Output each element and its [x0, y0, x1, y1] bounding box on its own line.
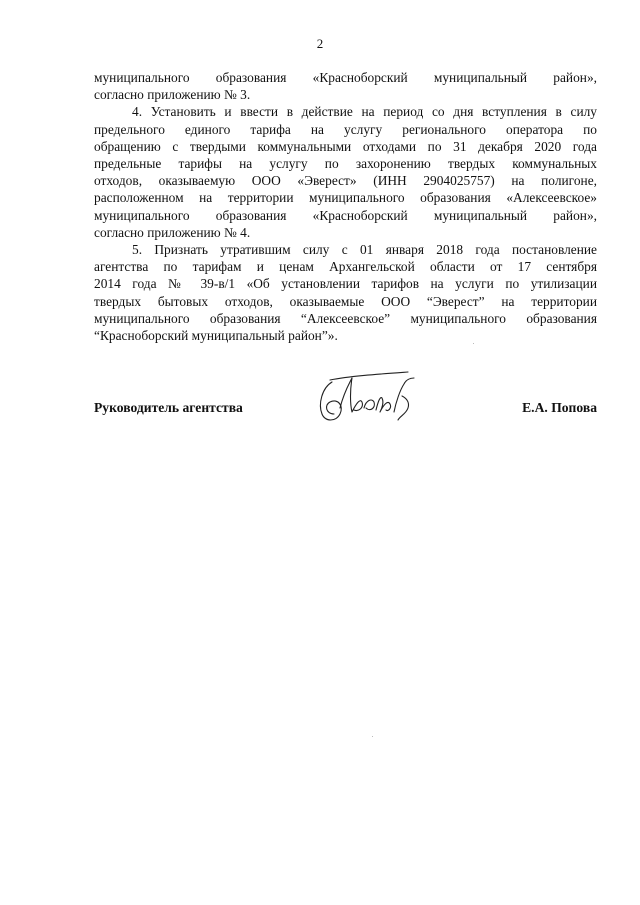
scan-speck	[473, 343, 474, 344]
text-line: обращению с твердыми коммунальными отходами по 31 декабря 2020 года	[94, 138, 597, 154]
text-line: 2014 года № 39-в/1 «Об установлении тарифов на услуги по утилизации	[94, 276, 597, 292]
document-body	[94, 69, 597, 344]
page-number: 2	[316, 36, 324, 51]
signature-block	[94, 398, 597, 420]
paragraph-4-start: 4. Установить и ввести в действие на период со дня вступления в силу	[132, 104, 597, 120]
signatory-role: Руководитель агентства	[94, 400, 243, 415]
text-line: твердых бытовых отходов, оказываемые ООО “Эверест” на территории	[94, 293, 597, 309]
text-line: агентства по тарифам и ценам Архангельской области от 17 сентября	[94, 259, 597, 275]
text-line: согласно приложению № 4.	[94, 224, 251, 240]
paragraph-5-start: 5. Признать утратившим силу с 01 января 2018 года постановление	[132, 242, 597, 258]
text-line: муниципального образования «Красноборский муниципальный район»,	[94, 70, 597, 85]
text-line: отходов, оказываемую ООО «Эверест» (ИНН 2904025757) на полигоне,	[94, 173, 597, 189]
text-line: “Красноборский муниципальный район”».	[94, 328, 338, 344]
text-line: муниципального образования «Красноборский муниципальный район»,	[94, 207, 597, 223]
text-line: предельного единого тарифа на услугу регионального оператора по	[94, 121, 597, 137]
text-line: расположенном на территории муниципального образования «Алексеевское»	[94, 190, 597, 206]
signatory-name: Е.А. Попова	[522, 400, 597, 415]
text-line: согласно приложению № 3.	[94, 87, 251, 103]
text-line: предельные тарифы на услугу по захоронению твердых коммунальных	[94, 156, 597, 172]
scan-speck	[372, 736, 373, 737]
text-line: муниципального образования “Алексеевское” муниципального образования	[94, 310, 597, 326]
